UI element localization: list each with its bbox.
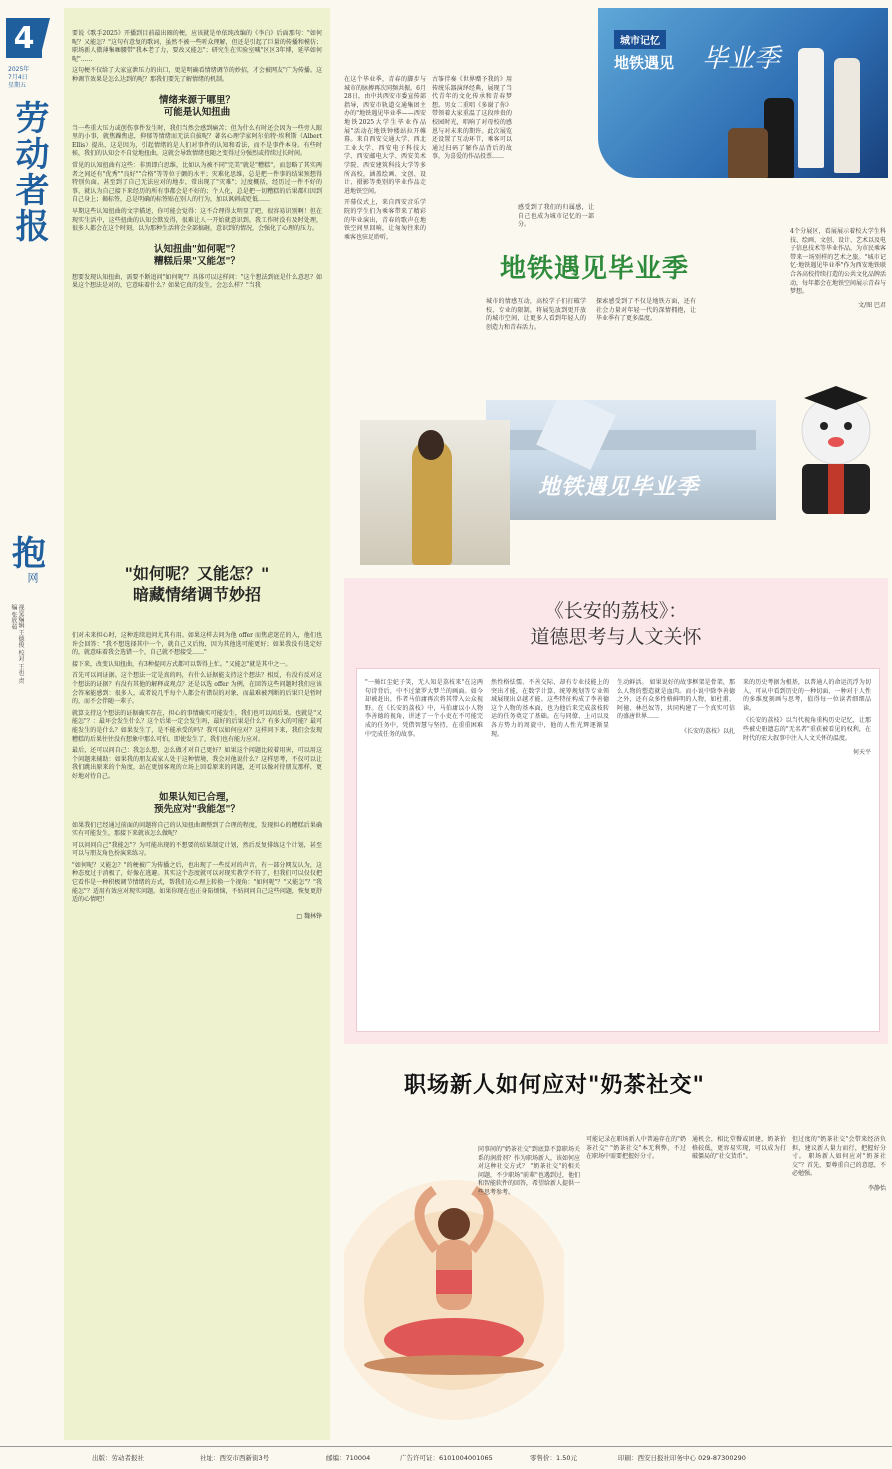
book-col-2: 然性格怯懦、不善交际，却有专业技能上的突出才能，在数学计算、统筹规划等专业领域展现出卓越才能。这些特征构成了李善德这个人物的基本面，也为他后来完成荔枝转运的任务奠定了基础。在与同僚、上司以及各方势力的周旋中，他的人性光辉逐渐显现。 [491, 679, 609, 738]
intro-paragraph-2: 这句梗不仅给了大家宣泄压力的出口，更是明确看情绪调节的妙招，才会被网友"广为传播。这种调节效果是怎么达到的呢？那我们要先了解情绪的机制。 [72, 67, 322, 83]
body-paragraph: 接下来，改变认知扭曲，有3种提问方式都可以帮得上忙。"又能怎"就是其中之一。 [72, 660, 292, 668]
metro-col-1: 在这个毕业季，青春的脚步与城市的脉搏再次同频共振。6月28日，由中共西安市委宣传部指导，西安市轨道交通集团主办的"地铁遇见毕业季——西安地铁2025大学生毕业作品展"活动在地铁钟楼站拉开帷幕。来自西安交通大学、西北工业大学、西安电子科技大学、西安邮电大学、西安美术学院、西安建筑科技大学等多所高校，涵盖绘画、文创、设计、摄影等类别的毕业作品走进地铁空间。 [344, 76, 426, 195]
author-signature: □ 魏林铮 [296, 912, 322, 920]
footer-imprint [0, 1446, 892, 1469]
milk-tea-title: 职场新人如何应对"奶茶社交" [404, 1072, 705, 1098]
book-col-3: 生动鲜活。 如果说好的故事框架是骨架，那么人物的塑造就是血肉。而小说中除李善德之外，还有众多性格鲜明的人物，如杜甫、阿僮、林邑奴等，共同构建了一个真实可信的盛唐世界…… [617, 679, 735, 721]
body-paragraph: 们对未来担心时，这种连续追问尤其有用。如果这样去问为他 offer 而焦虑迷茫的人，他们也许会回答："我不想选择其中一个，就自己又后悔，因为其他选可能更好；如果我没有选定好的，就意味着我会选错一个，自己就不想接受……" [72, 632, 322, 657]
page-number: 4 [6, 18, 42, 58]
footer-printer: 印刷：西安日报社印务中心 029-87300290 [618, 1454, 746, 1462]
book-col-4b: 《长安的荔枝》以当代视角重构历史记忆，让那些被史册遗忘的"无名者"重获被看见的权利，在时代的宏大叙事中注入人文关怀的温度。 [743, 717, 871, 742]
photo-overlay-text: 地铁遇见毕业季 [538, 475, 700, 500]
metro-col-1b: 开幕仪式上，来自西安音乐学院的学生们为乘客带来了精彩的毕业演出，青春的歌声在地铁空间里回响，让匆匆往来的乘客也驻足聆听。 [344, 199, 426, 241]
book-review-title: 《长安的荔枝》： 道德思考与人文关怀 [530, 600, 702, 648]
issue-date: 2025年 7月4日 星期五 [8, 66, 30, 89]
left-rail [0, 0, 62, 1440]
book-col-4: 来的历史考据为根基，以普通人的命运沉浮为切入，可从中看到历史的一种切面、一种对于人性的多维度刻画与思考，值得每一位读者细细品读。 [743, 679, 871, 712]
banner-script: 毕业季 [702, 44, 781, 74]
instrument-shape [728, 128, 768, 178]
body-paragraph: 早期这些认知扭曲的文字描述，你可能会觉得：这不合理得太明显了吧，很容易识别啊！但在现实生活中，这些扭曲的认知会默发得，很难让人一开始就意识到。我工作时没有及时处理，很多人都会在这个时刻，以为那种生活将会全部搞砸，意识到的情况，会强化了心理的压力。 [72, 207, 322, 233]
milk-col-1: 同事间的"奶茶社交"到底算不算职场关系的润滑剂？作为职场新人，该如何应对这种社交方式？ "奶茶社交"的相关问题，不少职场"前辈"也遇到过，他们和智能软件的回答，希望给新人提供一些思考参考。 [478, 1146, 581, 1196]
newspaper-name: 劳动者报 [9, 100, 49, 244]
body-paragraph: 最后，还可以问自己：我怎么想，怎么做才对自己更好？如果这个问题比较着用害，可以用这个问题来辅助：如果我的朋友或家人处于这种情境，我会对他说什么？这样思考，不仅可以让我们跳出原来的个角度，站在更加客观的立场上回看原来的问题，还可以像对待朋友那样，更好地对待自己。 [72, 747, 322, 780]
body-paragraph: 可以问问自己"我能怎"？为可能出现的不想要的结果制定计划，然后反复排练这个计划，甚至可以与朋友角色扮演来练习。 [72, 841, 322, 858]
milk-col-4: 但过度的"奶茶社交"会带来经济负担，建议新人量力而行，把握好分寸。 职场新人如何应对"奶茶社交"？首先，要尊重自己的意愿，不必勉强。 [792, 1136, 886, 1178]
footer-price: 零售价：1.50元 [530, 1454, 577, 1462]
metro-article-title: 地铁遇见毕业季 [500, 254, 690, 284]
milk-col-3: 通机会，相比堂餐或团建，奶茶价格较低，更容易实现，可以成为打破僵局的"社交货币"。 [692, 1136, 786, 1161]
metro-col-6: 4个分展区，看展展示着校大学生科技、绘画、文创、设计、艺术以及电子信息技术等毕业作品，为市民乘客带来一场别样的艺术之旅。"城市记忆·地铁遇见毕业季"作为西安地铁联合各高校持续打造的公共文化品牌活动，每年都会在地铁空间展示青春与梦想。 [790, 228, 887, 296]
footer-publisher: 出版：劳动者报社 [92, 1454, 144, 1462]
performer-figure [834, 58, 860, 173]
body-paragraph: "如何呢？又能怎？"的梗被广为传播之后，也出现了一些反对的声音，有一部分网友认为，这种态度过于消极了，好像在逃避。其实这个态度就可以对现实教学不符了，但我们可以仅仅把它看作是一种积极调节情绪的方式，帮我们在心理上转换一个视角："如何呢"？"又能怎"？"我能怎"？适用有效应对现实问题。如果你现在也正身陷烦恼，不妨问问自己这些问题，恢复更舒适的心情吧！ [72, 861, 322, 904]
metro-banner-photo [598, 8, 888, 178]
body-paragraph: 首先可以问证据。这个想法一定是真的吗，有什么证据能支持这个想法？相反，有没有反对这个想法的证据？有没有其他的解释或观点？还是以选 offer 为例，在回答这些问题时我们应该会答案能感到：很多人，或者说几乎每个人都会有错误的对象，而最难被判断的后果只是暂时的，而不会伴随一辈子。 [72, 672, 322, 706]
body-paragraph: 常见的认知扭曲有这些：非黑即白思维，比如认为被不同"完美"就是"糟糕"，而忽略了其实两者之间还有"优秀""良好""合格"等等位于颤的水平；灾难化思维，总是把一件事的结果预想得特别负面，甚至到了自己无法应对的地步，常出现了"灾难"；过度概括，经历过一件不好的事，就认为自己接下来经历的所有事都会是不好的；个人化，总是把一切糟糕的后果都归因到自己身上；揭标签，总是明确的标签贴在别人的行为，加以讽刺或贬低…… [72, 161, 322, 204]
body-paragraph: 想要发现认知扭曲，需要不断追问"如何呢"？具体可以这样问："这个想法到底是什么意思？如果这个想法是对的，它意味着什么？如果它真的发生，会怎么样？"当我 [72, 273, 322, 290]
body-paragraph: 如果我们已经通过前面的问题将自己的认知扭曲调整到了合理的程度，发现担心的糟糕后果确实有可能发生，那接下来就该怎么做呢？ [72, 821, 322, 838]
metro-col-4: 城市的情感互动，高校学子们打破学校、专业的限制，将展览放到更开放的城市空间，让更多人看到年轻人的创造力和青春活力。 [486, 298, 586, 331]
subheading-3: 如果认知已合理， 预先应对"我能怎"？ [154, 791, 240, 815]
footer-postcode: 邮编：710004 [326, 1454, 371, 1462]
column-char: 抱 [12, 534, 46, 574]
milk-col-2: 可能记录在职场新人中普遍存在的"奶茶社交" "奶茶社交"本无利弊，不过在职场中需要把握好分寸。 [586, 1136, 686, 1161]
footer-address: 社址：西安市西新街3号 [200, 1454, 270, 1462]
exhibition-photo [486, 400, 776, 520]
metro-col-5: 探索感受到了不仅是地铁方面，还有社会力量对年轻一代的深情拥抱，让毕业季有了更多温度。 [596, 298, 696, 323]
visitor-photo [360, 420, 510, 565]
intro-paragraph-1: 要说《歌手2025》开播到目前最出圈的梗，应该就是单依纯改编的《李白》后面那句："如何呢？又能怎？"这句有意复的歌词，虽然不被一些听众理解，但还是引起了巨量的传播和模仿；职场新人微薄集咖腰带"我本老了力，要改又能怎"；研究生在实验室喊"区区3年博，延毕如何呢"…… [72, 30, 322, 63]
metro-col-2: 古筝伴奏《世界赠予我的》用传统乐器演绎经典，展现了当代青年的文化传承和青春梦想。男女二重唱《多谢了你》带领着大家重温了这段珍贵的校园时光，唱响了对母校的感恩与对未来的期许。此次展览还设置了互动环节，乘客可以通过扫码了解作品背后的故事，为喜爱的作品投票…… [432, 76, 512, 161]
book-col-1: "一骑红尘妃子笑，无人知是荔枝来"在这两句诗背后，中不过蒙罗大梦兰的画面。如今却被赶出，作者马伯庸再次将其带入公众视野。在《长安的荔枝》中，马伯庸以小人物李善德的视角，讲述了一个小吏在不可能完成的任务中，凭借智慧与坚持，在重重困难中完成任务的故事。 [365, 679, 483, 738]
milk-signature: 李静怡 [867, 1184, 886, 1192]
performer-figure [798, 48, 824, 168]
column-subtitle: 网 [26, 572, 39, 583]
performer-figure [764, 98, 794, 178]
subheading-1: 情绪来源于哪里？ 可能是认知扭曲 [158, 94, 235, 118]
book-review-body [356, 668, 880, 1032]
editor-credits: 视觉编辑 王德俊 校对 王也 责编 张欣茹 [10, 604, 24, 684]
body-paragraph: 当一些重大压力或创伤事件发生时，我们当然会感到痛苦；但为什么有时还会因为一些旁人眼里的小事，就焦躁焦虑，抑郁等情绪而无法自拔呢？著名心理学家阿尔伯特·埃利斯（Albert Ellis）提出，这是因为，引起情绪的是人们对事件的认知和看法，而不是事件本身。有些时候，我们的认知会不自觉地扭曲，这就会导致情绪也随之变得过分强烈或持续过长时间。 [72, 124, 322, 158]
book-quote-signature: 《长安的荔枝》以扎 [680, 727, 735, 735]
metro-signature: 文/图 巴君 [858, 301, 886, 309]
article-title: "如何呢？又能怎？" 暗藏情绪调节妙招 [124, 564, 270, 604]
metro-col-3: 感受到了我们的归属感，让自己也成为城市记忆的一部分。 [518, 204, 594, 229]
banner-tag: 城市记忆 [614, 30, 666, 49]
mascot-illustration [784, 380, 888, 520]
book-signature: 何天平 [852, 749, 871, 757]
subheading-2: 认知扭曲"如何呢"？ 糟糕后果"又能怎"？ [154, 243, 240, 267]
footer-ad-license: 广告许可证：6101004001065 [400, 1454, 493, 1462]
left-article [64, 8, 330, 1440]
body-paragraph: 就算支持这个想法的证据确实存在，担心的事情确实可能发生，我们也可以问后果。也就是"又能怎"？：最坏会发生什么？这个后果一定会发生吗，最好的后果是什么？有多大的可能？最可能发生的是什么？如果发生了，是不能承受的吗？我可以如何应对？这样问下来，我们会发现糟糕的后果往往没有想象中那么可怕，即使发生了，我们也有能力应对。 [72, 709, 322, 743]
banner-tag: 地铁遇见 [614, 54, 675, 72]
